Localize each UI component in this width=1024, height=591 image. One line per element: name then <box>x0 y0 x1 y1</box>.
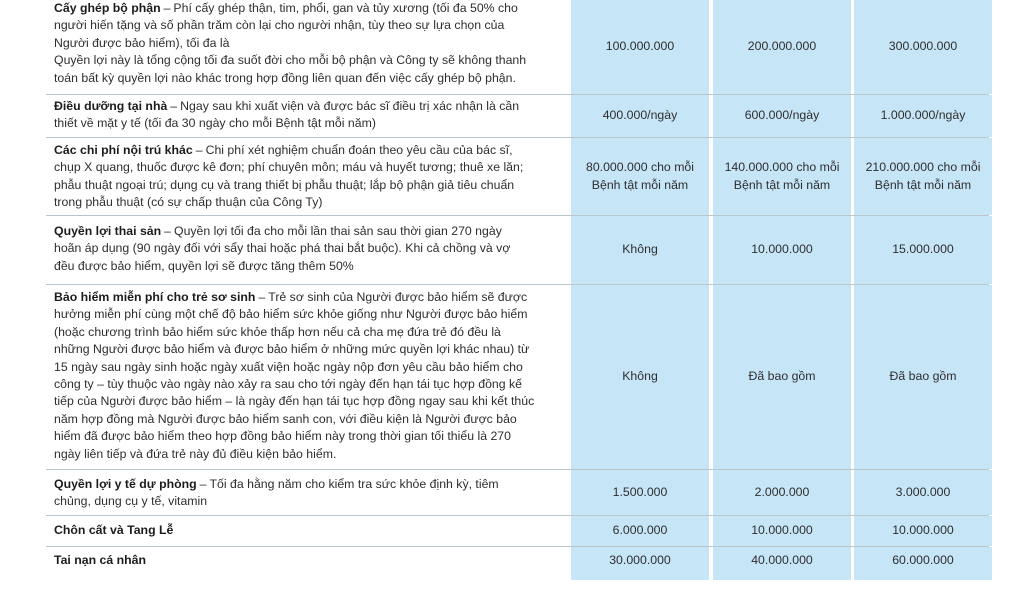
term-separator: – <box>199 477 207 491</box>
term-separator: – <box>164 224 171 238</box>
table-row-other-inpatient <box>0 138 1024 215</box>
table-row-personal-accident <box>0 547 1024 580</box>
plan-2-value: 200.000.000 <box>713 0 851 94</box>
plan-1-value: 1.500.000 <box>571 470 709 515</box>
plan-3-value: Đã bao gồm <box>854 285 992 469</box>
benefit-term: Quyền lợi thai sản <box>54 224 162 238</box>
term-separator: – <box>170 99 178 113</box>
benefit-term: Các chi phí nội trú khác <box>54 143 193 157</box>
plan-2-value: 140.000.000 cho mỗi Bệnh tật mỗi năm <box>713 138 851 215</box>
plan-2-value: Đã bao gồm <box>713 285 851 469</box>
benefit-body: Tối đa hằng năm cho kiểm tra sức khỏe định kỳ, tiêm chủng, dụng cụ y tế, vitamin <box>54 477 499 509</box>
plan-3-value: 15.000.000 <box>854 216 992 284</box>
plan-1-value: 30.000.000 <box>571 547 709 580</box>
benefit-body: Trẻ sơ sinh của Người được bảo hiểm sẽ được hưởng miễn phí cùng một chế độ bảo hiểm sức khỏe giống như Người được bảo hiểm (hoặc chương trình bảo hiểm sức khỏe thấp hơn nếu cả cha mẹ đứa trẻ đó đều là những Người được bảo hiểm và được bảo hiểm ở những mức quyền lợi khác nhau) từ 15 ngày sau ngày sinh hoặc ngày xuất viện hoặc ngày nộp đơn yêu cầu bảo hiểm cho công ty – tùy thuộc vào ngày nào xảy ra sau cho tới ngày đến hạn tái tục hợp đồng kế tiếp của Người được bảo hiểm – là ngày đến hạn tái tục hợp đồng ngay sau khi kết thúc năm hợp đồng mà Người được bảo hiểm sanh con, với điều kiện là Người được bảo hiểm đã được bảo hiểm theo hợp đồng bảo hiểm này trong thời gian tối thiểu là 270 ngày liên tiếp và đứa trẻ này đủ điều kiện bảo hiểm. <box>54 290 535 461</box>
table-row-maternity <box>0 216 1024 284</box>
plan-2-value: 10.000.000 <box>713 516 851 546</box>
plan-3-value: 300.000.000 <box>854 0 992 94</box>
table-row-newborn <box>0 285 1024 469</box>
term-separator: – <box>195 143 203 157</box>
plan-2-value: 2.000.000 <box>713 470 851 515</box>
benefit-term: Quyền lợi y tế dự phòng <box>54 477 197 491</box>
plan-1-value: Không <box>571 285 709 469</box>
benefit-description <box>54 0 564 87</box>
benefit-description <box>54 289 564 463</box>
plan-3-value: 3.000.000 <box>854 470 992 515</box>
plan-2-value: 10.000.000 <box>713 216 851 284</box>
term-separator: – <box>163 1 171 15</box>
benefit-description <box>54 142 564 212</box>
benefit-body: Quyền lợi tối đa cho mỗi lần thai sản sau thời gian 270 ngày hoãn áp dụng (90 ngày đối với sẩy thai hoặc phá thai bắt buộc). Khi cả chồng và vợ đều được bảo hiểm, quyền lợi sẽ được tăng thêm 50% <box>54 224 511 273</box>
plan-1-value: 400.000/ngày <box>571 95 709 137</box>
plan-2-value: 600.000/ngày <box>713 95 851 137</box>
benefit-body: Ngay sau khi xuất viện và được bác sĩ điều trị xác nhận là cần thiết về mặt y tế (tối đa 30 ngày cho mỗi Bệnh tật mỗi năm) <box>54 99 520 131</box>
benefit-term: Chôn cất và Tang Lễ <box>54 523 174 537</box>
plan-1-value: 6.000.000 <box>571 516 709 546</box>
plan-2-value: 40.000.000 <box>713 547 851 580</box>
plan-3-value: 210.000.000 cho mỗi Bệnh tật mỗi năm <box>854 138 992 215</box>
table-row-preventive <box>0 470 1024 515</box>
benefit-description <box>54 476 564 511</box>
benefit-body: Phí cấy ghép thận, tim, phổi, gan và tủy xương (tối đa 50% cho người hiến tặng và số phần trăm còn lại cho người nhận, tùy theo sự lựa chọn của Người được bảo hiểm), tối đa là Quyền lợi này là tổng cộng tối đa suốt đời cho mỗi bộ phận và Công ty sẽ không thanh toán bất kỳ quyền lợi nào khác trong hợp đồng liên quan đến việc cấy ghép bộ phận. <box>54 1 527 85</box>
table-row-organ-transplant <box>0 0 1024 94</box>
term-separator: – <box>258 290 266 304</box>
plan-3-value: 60.000.000 <box>854 547 992 580</box>
plan-1-value: Không <box>571 216 709 284</box>
benefit-description <box>54 98 564 133</box>
benefit-description <box>54 223 564 275</box>
table-row-funeral <box>0 516 1024 546</box>
table-row-home-nursing <box>0 95 1024 137</box>
plan-3-value: 10.000.000 <box>854 516 992 546</box>
benefit-term: Điều dưỡng tại nhà <box>54 99 168 113</box>
benefit-description <box>54 522 564 539</box>
plan-3-value: 1.000.000/ngày <box>854 95 992 137</box>
benefit-term: Tai nạn cá nhân <box>54 553 147 567</box>
benefit-body: Chi phí xét nghiệm chuẩn đoán theo yêu cầu của bác sĩ, chụp X quang, thuốc được kê đơn; phí chuyên môn; máu và huyết tương; thuê xe lăn; phẫu thuật ngoại trú; dụng cụ và trang thiết bị phẫu thuật; lắp bộ phận giả tiêu chuẩn trong phẫu thuật (có sự chấp thuận của Công Ty) <box>54 143 524 210</box>
benefit-description <box>54 552 564 569</box>
plan-1-value: 80.000.000 cho mỗi Bệnh tật mỗi năm <box>571 138 709 215</box>
plan-1-value: 100.000.000 <box>571 0 709 94</box>
benefit-term: Cấy ghép bộ phận <box>54 1 161 15</box>
benefit-term: Bảo hiểm miễn phí cho trẻ sơ sinh <box>54 290 256 304</box>
